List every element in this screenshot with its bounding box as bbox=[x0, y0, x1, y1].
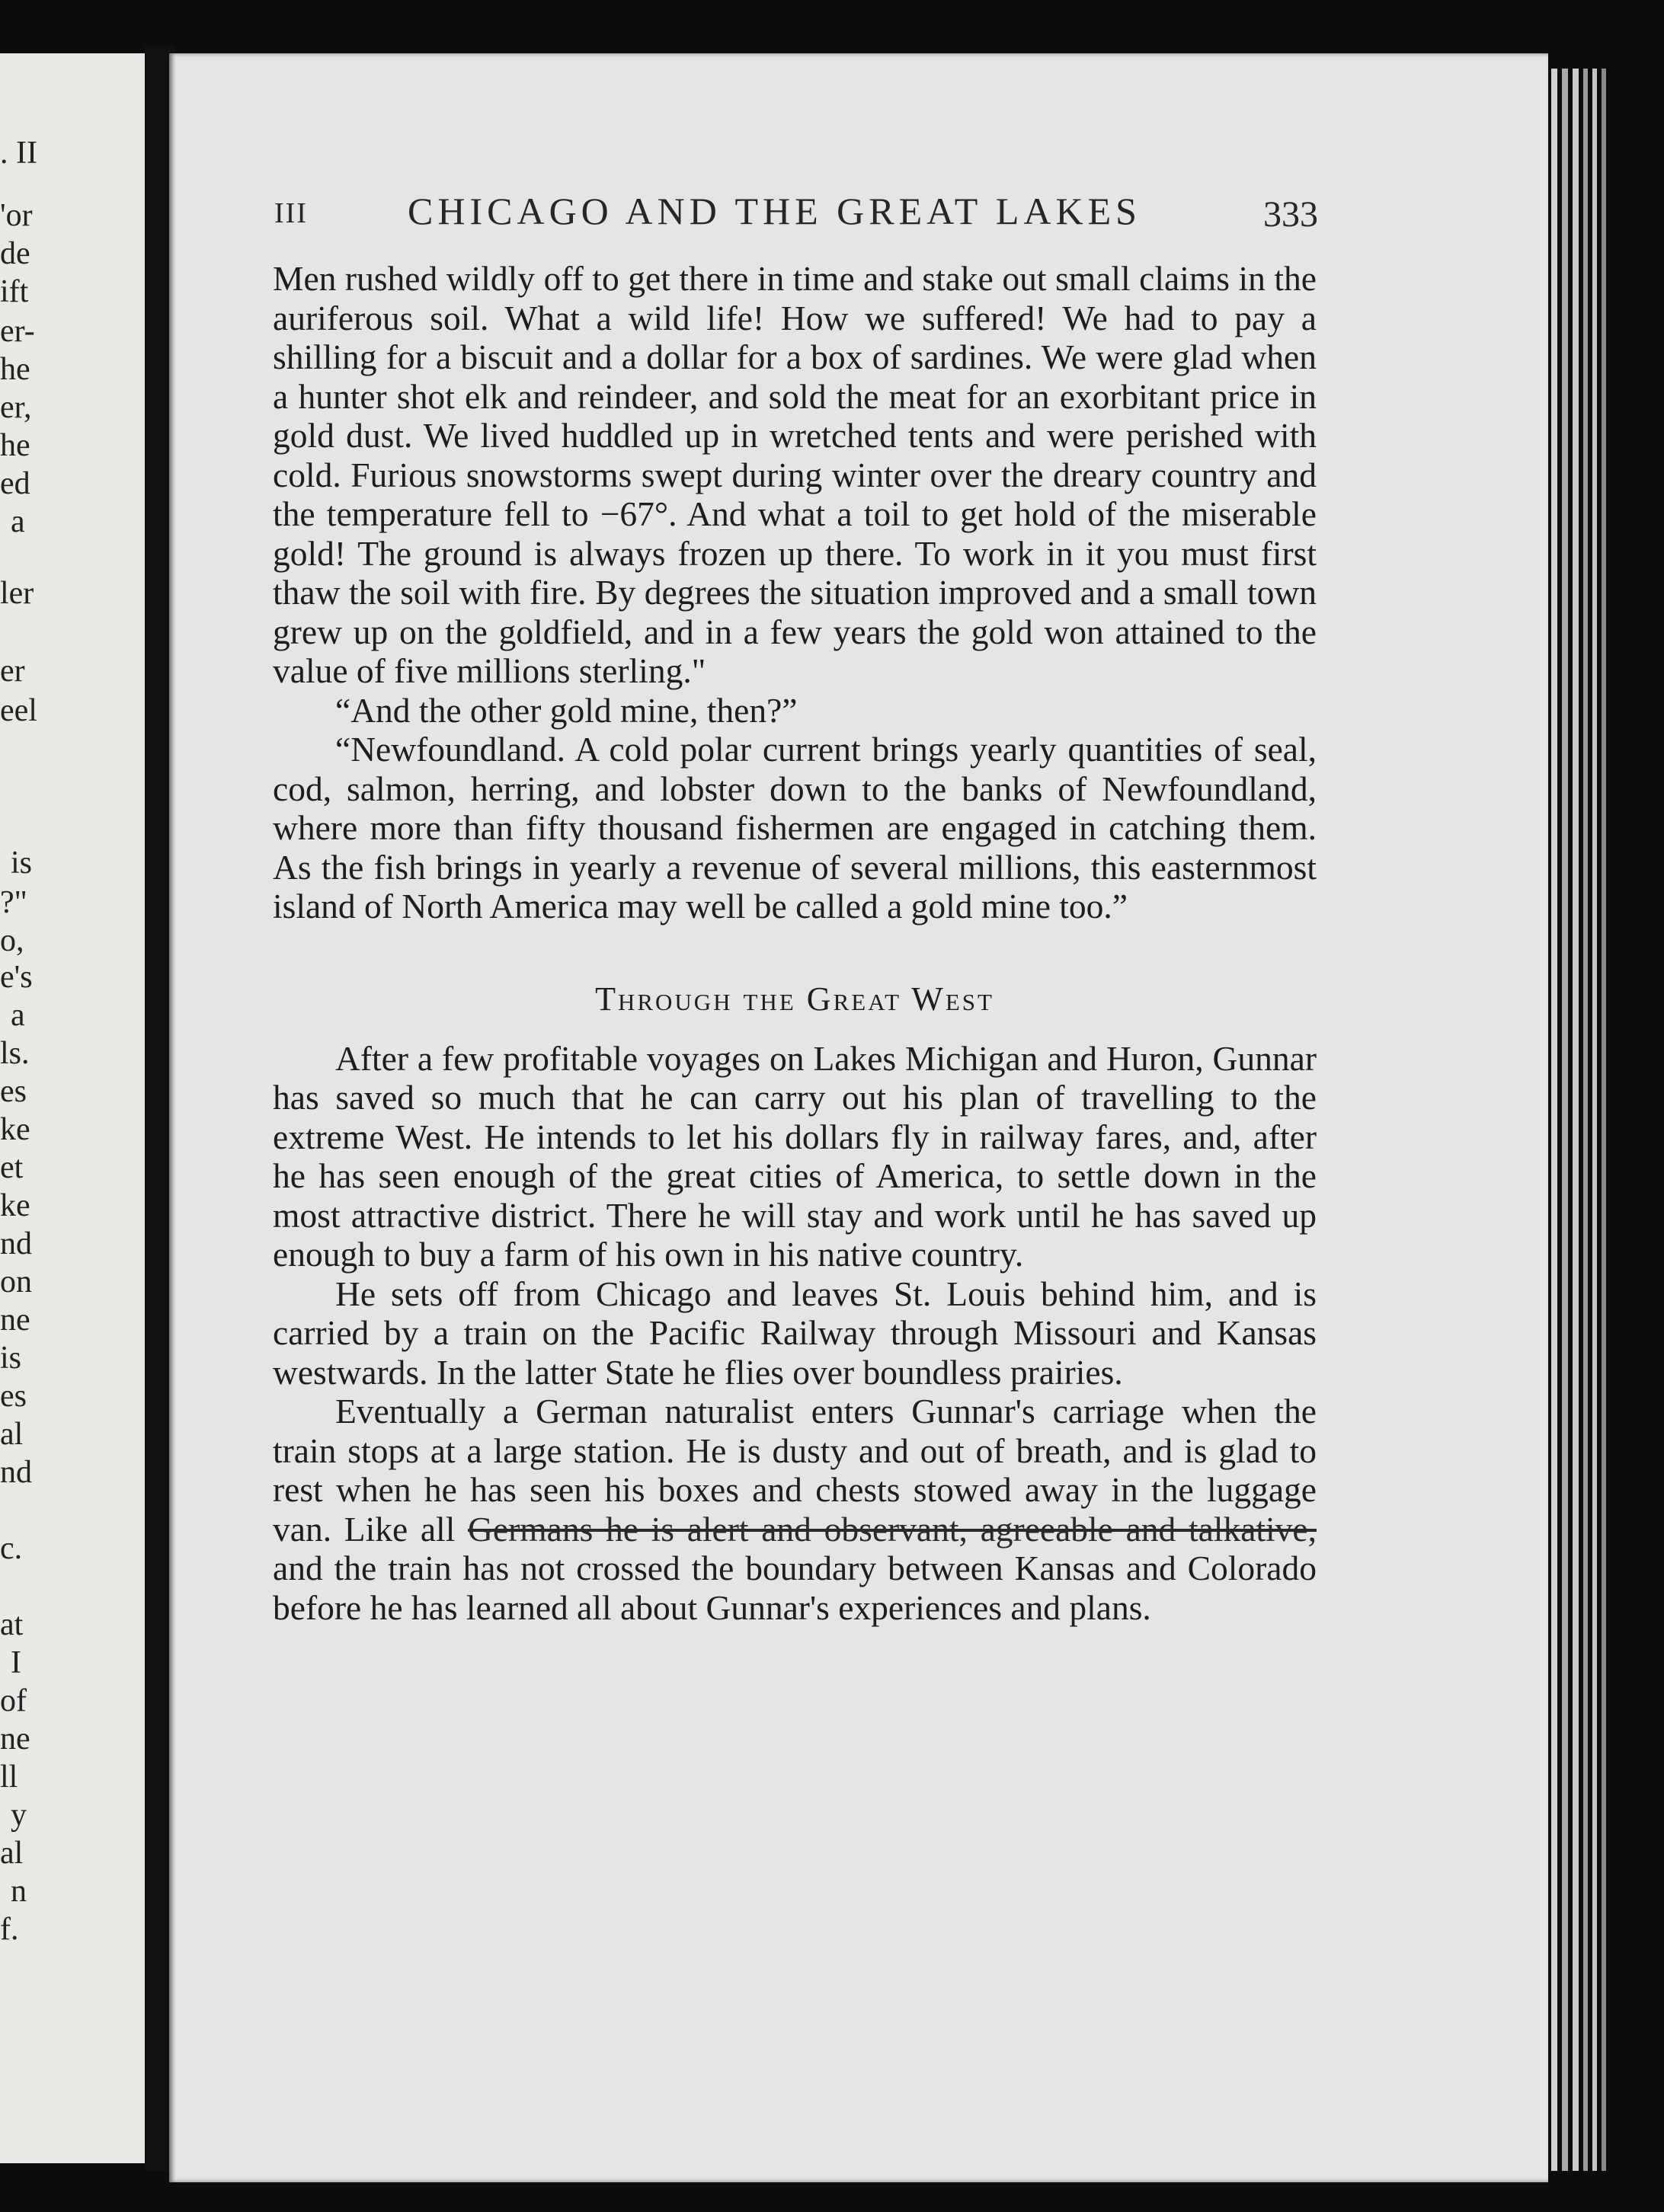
page-edge bbox=[1573, 69, 1579, 2171]
page-edge bbox=[1592, 69, 1597, 2171]
left-page-text-fragment: he bbox=[0, 352, 30, 387]
left-page-text-fragment: er, bbox=[0, 390, 32, 425]
paragraph: After a few profitable voyages on Lakes Michigan and Huron, Gunnar has saved so much that he can carry out his plan of travelling to the extreme West. He intends to let his dollars fly in railway fares, and, after he has seen enough of the great cities of America, to settle down in the most attractive district. There he will stay and work until he has saved up enough to buy a farm of his own in his native country. bbox=[273, 1038, 1317, 1274]
left-page-text-fragment: o, bbox=[0, 923, 24, 958]
left-page-text-fragment: he bbox=[0, 428, 30, 463]
left-page-text-fragment: ler bbox=[0, 576, 34, 611]
left-page-text-fragment: . II bbox=[0, 136, 37, 171]
left-page-text-fragment: ed bbox=[0, 466, 30, 501]
paragraph: “And the other gold mine, then?” bbox=[335, 690, 798, 730]
left-page-text-fragment: al bbox=[0, 1417, 24, 1452]
left-page-text-fragment: is bbox=[0, 1341, 22, 1376]
left-page-text-fragment: eel bbox=[0, 693, 37, 728]
left-page-text-fragment: I bbox=[11, 1645, 21, 1680]
left-page-text-fragment: ls. bbox=[0, 1036, 30, 1071]
left-page-text-fragment: on bbox=[0, 1264, 32, 1299]
left-page-text-fragment: es bbox=[0, 1074, 27, 1109]
page-edge bbox=[1583, 69, 1588, 2171]
left-page-text-fragment: ll bbox=[0, 1760, 18, 1795]
left-page-text-fragment: al bbox=[0, 1836, 24, 1871]
left-page-text-fragment: a bbox=[11, 504, 25, 539]
left-page-text-fragment: er bbox=[0, 654, 25, 689]
paragraph: He sets off from Chicago and leaves St. Louis behind him, and is carried by a train on the Pacific Railway through Missouri and Kansas westwards. In the latter State he flies over boundless prairies. bbox=[273, 1274, 1317, 1392]
left-page-text-fragment: ke bbox=[0, 1112, 30, 1147]
left-page-text-fragment: ?" bbox=[0, 885, 27, 920]
left-page-text-fragment: ift bbox=[0, 274, 29, 309]
left-page-text-fragment: ne bbox=[0, 1303, 30, 1338]
left-facing-page bbox=[0, 53, 145, 2163]
body-text bbox=[273, 259, 1317, 1627]
running-title: CHICAGO AND THE GREAT LAKES bbox=[408, 190, 1141, 232]
paragraph bbox=[273, 1392, 1317, 1627]
left-page-text-fragment: e's bbox=[0, 960, 33, 995]
struck-through-text: Germans he is alert and observant, agreeable and talkative, bbox=[468, 1509, 1317, 1549]
left-page-text-fragment: ke bbox=[0, 1188, 30, 1223]
left-page-text-fragment: c. bbox=[0, 1531, 23, 1566]
left-page-text-fragment: is bbox=[11, 845, 33, 881]
left-page-text-fragment: at bbox=[0, 1607, 24, 1642]
left-page-text-fragment: y bbox=[11, 1798, 27, 1833]
left-page-text-fragment: n bbox=[11, 1874, 27, 1909]
paragraph: Men rushed wildly off to get there in time and stake out small claims in the auriferous soil. What a wild life! How we suffered! We had to pay a shilling for a biscuit and a dollar for a box of sardines. We were glad when a hunter shot elk and reindeer, and sold the meat for an exorbitant price in gold dust. We lived huddled up in wretched tents and were perished with cold. Furious snowstorms swept during winter over the dreary country and the temperature fell to −67°. And what a toil to get hold of the miserable gold! The ground is always frozen up there. To work in it you must first thaw the soil with fire. By degrees the situation improved and a small town grew up on the goldfield, and in a few years the gold won attained to the value of five millions sterling." bbox=[273, 259, 1317, 690]
left-page-text-fragment: nd bbox=[0, 1455, 32, 1490]
left-page-text-fragment: de bbox=[0, 236, 30, 271]
left-page-text-fragment: es bbox=[0, 1379, 27, 1414]
left-page-text-fragment: 'or bbox=[0, 198, 33, 233]
left-page-text-fragment: a bbox=[11, 998, 25, 1033]
page-edge bbox=[1562, 69, 1568, 2171]
left-page-text-fragment: ne bbox=[0, 1721, 30, 1756]
paragraph: “Newfoundland. A cold polar current brings yearly quantities of seal, cod, salmon, herring, and lobster down to the banks of Newfoundland, where more than fifty thousand fishermen are engaged in catching them. As the fish brings in yearly a revenue of several millions, this easternmost island of North America may well be called a gold mine too.” bbox=[273, 730, 1317, 925]
left-page-text-fragment: et bbox=[0, 1150, 24, 1185]
left-page-text-fragment: er- bbox=[0, 314, 35, 349]
left-page-text-fragment: f. bbox=[0, 1912, 19, 1947]
page-edge bbox=[1551, 69, 1557, 2171]
page-edge bbox=[1602, 69, 1606, 2171]
left-page-text-fragment: of bbox=[0, 1683, 27, 1718]
left-page-text-fragment: nd bbox=[0, 1226, 32, 1261]
page-number: 333 bbox=[1263, 194, 1318, 235]
paragraph-text: Eventually a German naturalist enters Gunnar's carriage when the train stops at a large station. He is dusty and out of breath, and is glad to rest when he has seen his boxes and chests stowed away in the luggage van. Like all bbox=[273, 1392, 1317, 1549]
section-heading: Through the Great West bbox=[595, 980, 994, 1018]
paragraph-text: and the train has not crossed the boundary between Kansas and Colorado before he has learned all about Gunnar's experiences and plans. bbox=[273, 1549, 1317, 1627]
chapter-number: III bbox=[274, 197, 308, 229]
running-header bbox=[274, 189, 1318, 235]
